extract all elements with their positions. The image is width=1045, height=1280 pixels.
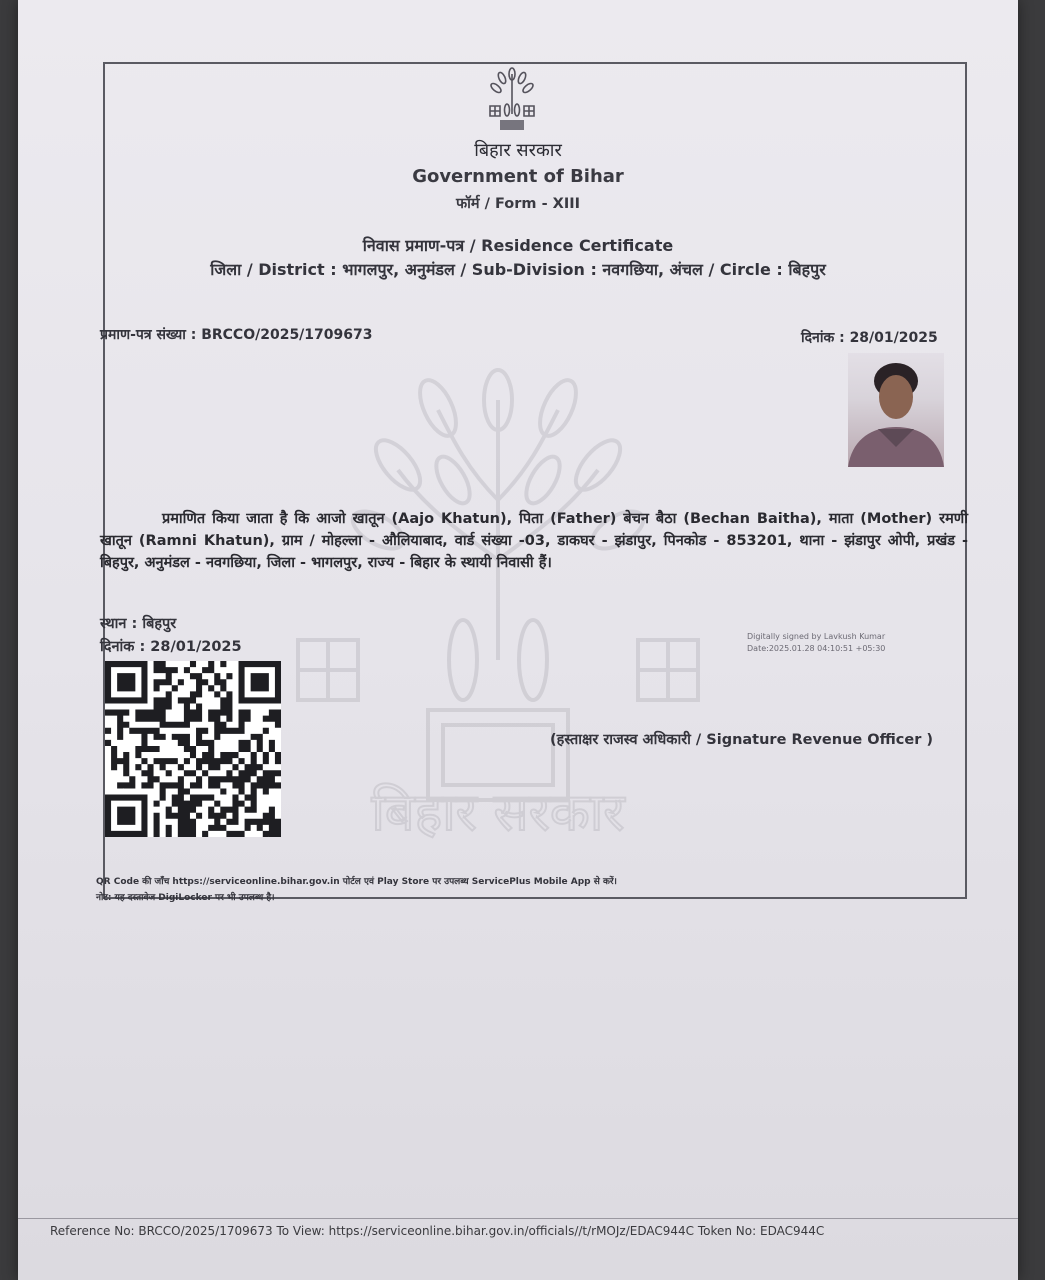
statement-text: प्रमाणित किया जाता है कि आजो खातून (Aajo Khatun), पिता (Father) बेचन बैठा (Bechan Baitha), माता (Mother) रमणी खातून (Ramni Khatun), ग्राम / मोहल्ला - औलियाबाद, वार्ड संख्या -03, डाकघर - झंडापुर, पिनकोड - 853201, थाना - झंडापुर ओपी, प्रखंड - बिहपुर, अनुमंडल - नवगछिया, जिला - भागलपुर, राज्य - बिहार के स्थायी निवासी हैं। (100, 511, 968, 571)
certificate-statement (100, 508, 968, 574)
qr-code[interactable] (105, 661, 281, 837)
certificate-paper (18, 0, 1018, 1280)
digital-signature-date: Date:2025.01.28 04:10:51 +05:30 (747, 644, 886, 653)
certificate-date-label: दिनांक : (801, 330, 850, 346)
form-number: फॉर्म / Form - XIII (455, 196, 580, 212)
location-line: जिला / District : भागलपुर, अनुमंडल / Sub-Division : नवगछिया, अंचल / Circle : बिहपुर (210, 260, 826, 279)
government-english: Government of Bihar (412, 166, 624, 187)
reference-divider (18, 1218, 1018, 1219)
digital-signature-name: Digitally signed by Lavkush Kumar (747, 632, 886, 641)
digilocker-note: नोट: यह दस्तावेज DigiLocker पर भी उपलब्ध है। (96, 893, 275, 903)
signature-label: (हस्ताक्षर राजस्व अधिकारी / Signature Revenue Officer ) (550, 732, 934, 748)
certificate-date (801, 328, 938, 347)
place-line: स्थान : बिहपुर (100, 616, 177, 632)
certificate-number-label: प्रमाण-पत्र संख्या : (100, 327, 202, 343)
government-hindi: बिहार सरकार (474, 140, 562, 161)
svg-text:बिहार सरकार: बिहार सरकार (371, 783, 625, 840)
certificate-number-value: BRCCO/2025/1709673 (201, 327, 373, 343)
reference-line: Reference No: BRCCO/2025/1709673 To View: https://serviceonline.bihar.gov.in/officials//t/rMOJz/EDAC944C Token No: EDAC944C (50, 1224, 825, 1238)
certificate-title: निवास प्रमाण-पत्र / Residence Certificate (362, 236, 674, 255)
place-date-line: दिनांक : 28/01/2025 (100, 639, 242, 655)
applicant-photo (848, 353, 944, 467)
qr-verification-note: QR Code की जाँच https://serviceonline.bihar.gov.in पोर्टल एवं Play Store पर उपलब्ध ServicePlus Mobile App से करें। (96, 877, 617, 887)
bihar-emblem-logo (484, 66, 540, 134)
certificate-number (100, 325, 372, 344)
certificate-date-value: 28/01/2025 (849, 330, 938, 346)
bihar-emblem-watermark (258, 360, 738, 840)
